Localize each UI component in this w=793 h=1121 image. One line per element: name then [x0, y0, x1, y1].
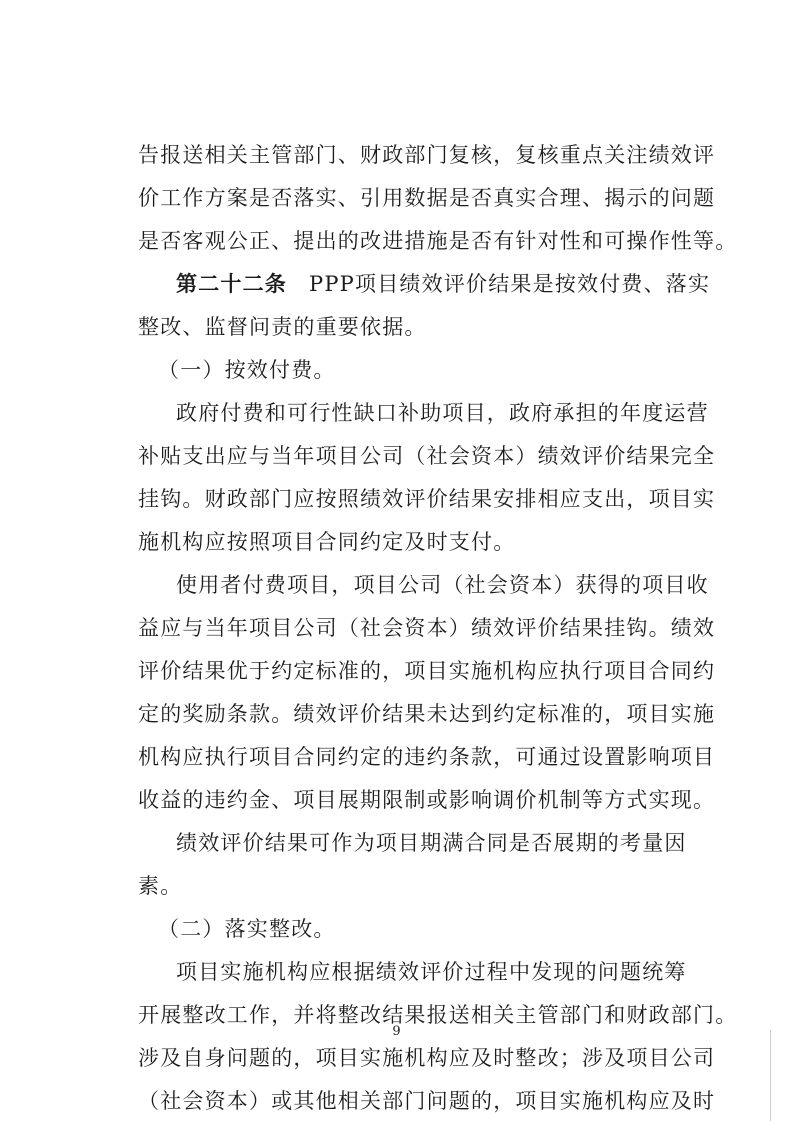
text-line: 项目实施机构应根据绩效评价过程中发现的问题统筹 — [176, 960, 687, 984]
section-heading: （二）落实整改。 — [158, 917, 336, 941]
article-line — [176, 269, 710, 299]
text-line: 收益的违约金、项目展期限制或影响调价机制等方式实现。 — [138, 788, 716, 812]
text-line: 使用者付费项目，项目公司（社会资本）获得的项目收 — [176, 573, 709, 597]
text-line: 素。 — [138, 874, 183, 898]
page-number: 9 — [392, 1024, 401, 1039]
text-line: 是否客观公正、提出的改进措施是否有针对性和可操作性等。 — [138, 229, 738, 253]
text-line: 政府付费和可行性缺口补助项目，政府承担的年度运营 — [176, 401, 709, 425]
text-line: 定的奖励条款。绩效评价结果未达到约定标准的，项目实施 — [138, 702, 716, 726]
text-line: 施机构应按照项目合同约定及时支付。 — [138, 530, 516, 554]
text-line: 益应与当年项目公司（社会资本）绩效评价结果挂钩。绩效 — [138, 616, 716, 640]
text-line: 机构应执行项目合同约定的违约条款，可通过设置影响项目 — [138, 745, 716, 769]
text-line: 补贴支出应与当年项目公司（社会资本）绩效评价结果完全 — [138, 444, 716, 468]
article-text: PPP项目绩效评价结果是按效付费、落实 — [309, 272, 711, 296]
scan-edge-line — [770, 1030, 771, 1121]
text-line: 告报送相关主管部门、财政部门复核，复核重点关注绩效评 — [138, 143, 716, 167]
text-line: 挂钩。财政部门应按照绩效评价结果安排相应支出，项目实 — [138, 487, 716, 511]
article-heading: 第二十二条 — [176, 271, 287, 296]
text-line: 涉及自身问题的，项目实施机构应及时整改；涉及项目公司 — [138, 1046, 716, 1070]
text-line: 价工作方案是否落实、引用数据是否真实合理、揭示的问题 — [138, 186, 716, 210]
text-line: 开展整改工作，并将整改结果报送相关主管部门和财政部门。 — [138, 1003, 738, 1027]
text-line: 绩效评价结果可作为项目期满合同是否展期的考量因 — [176, 831, 687, 855]
text-line: （社会资本）或其他相关部门问题的，项目实施机构应及时 — [138, 1089, 716, 1113]
text-line: 整改、监督问责的重要依据。 — [138, 315, 427, 339]
section-heading: （一）按效付费。 — [158, 358, 336, 382]
text-line: 评价结果优于约定标准的，项目实施机构应执行项目合同约 — [138, 659, 716, 683]
